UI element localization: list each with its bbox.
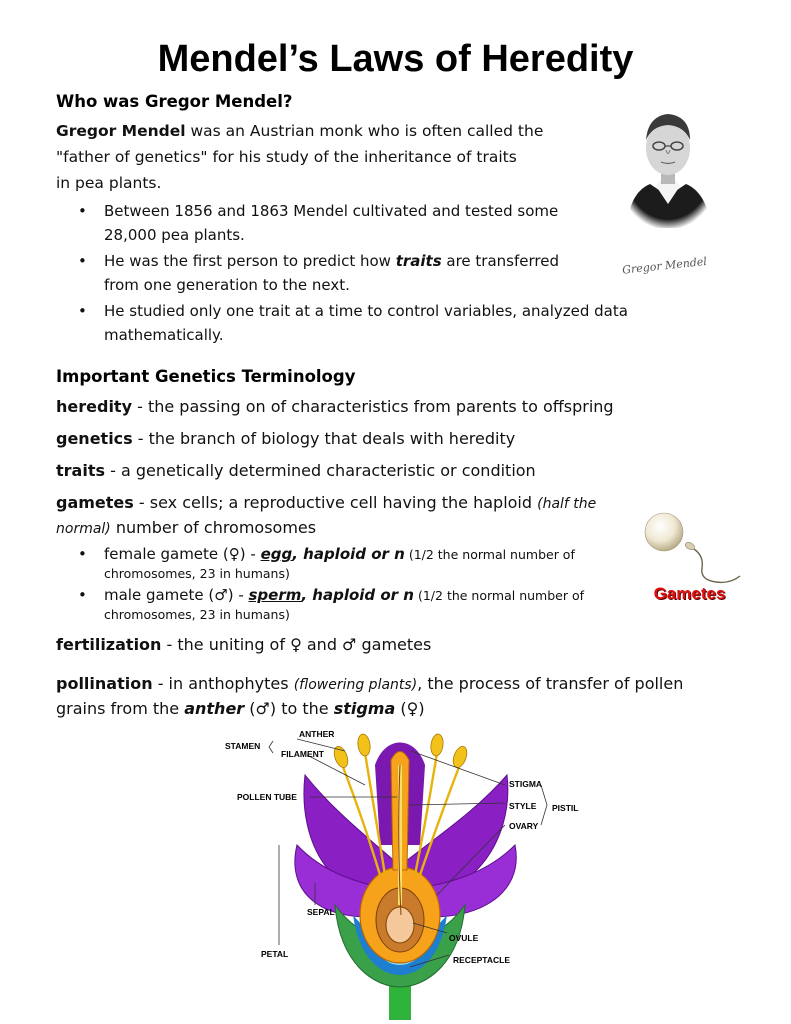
term-genetics [56,427,756,451]
bullet-text: from one generation to the next. [104,275,350,294]
list-item [56,545,616,583]
term-definition-italic: (half the [537,496,597,512]
gamete-list [56,545,616,627]
term-label: gametes [56,493,134,512]
list-item [56,300,676,347]
term-definition-rest: , the process of transfer of pollen [417,674,684,693]
ovule [386,907,414,943]
male-gamete-label: male gamete (♂) - [104,586,249,604]
label-anther: ANTHER [299,729,335,739]
label-style: STYLE [509,801,537,811]
label-stamen: STAMEN [225,741,261,751]
intro-paragraph [56,118,596,196]
label-stigma: STIGMA [509,779,543,789]
term-label: pollination [56,674,153,693]
intro-line2: "father of genetics" for his study of the inheritance of traits [56,148,517,166]
term-traits [56,459,756,483]
bullet-text-pre: He was the first person to predict how [104,252,396,270]
section-heading-mendel: Who was Gregor Mendel? [56,92,293,111]
anther [451,745,470,770]
term-definition: - the uniting of ♀ and ♂ gametes [161,635,432,654]
mendel-signature: Gregor Mendel [621,254,708,277]
term-gametes [56,491,636,541]
anther [430,733,445,756]
male-gamete-sperm: sperm [248,586,302,604]
mendel-bullet-list [56,200,676,350]
bullet-text: mathematically. [104,325,224,344]
bullet-text: • Between 1856 and 1863 Mendel cultivated and tested some [104,202,559,220]
female-gamete-egg: egg [260,545,293,563]
female-gamete-note2: chromosomes, 23 in humans) [104,566,290,581]
term-definition: - in anthophytes [152,674,294,693]
list-item [56,250,676,297]
male-gamete-note: (1/2 the normal number of [414,588,585,603]
pollination-anther: anther [184,699,245,718]
list-item [56,586,616,624]
term-label: genetics [56,429,133,448]
pollination-line2-mid: (♂) to the [244,699,334,718]
term-pollination [56,672,776,721]
term-definition-italic2: normal) [56,521,111,537]
term-fertilization [56,633,756,657]
mendel-portrait [618,100,718,230]
intro-name: Gregor Mendel [56,122,186,140]
page-title: Mendel’s Laws of Heredity [157,38,634,80]
term-label: heredity [56,397,132,416]
anther [357,733,372,756]
term-heredity [56,395,756,419]
female-gamete-note: (1/2 the normal number of [404,547,575,562]
bullet-emphasis: traits [395,252,442,270]
label-petal: PETAL [261,949,289,959]
term-label: fertilization [56,635,162,654]
pollination-line2-pre: grains from the [56,699,185,718]
male-gamete-note2: chromosomes, 23 in humans) [104,607,290,622]
female-gamete-haploid: , haploid or n [292,545,405,563]
label-sepal: SEPAL [307,907,335,917]
term-definition-italic: (flowering plants) [293,677,418,693]
term-definition: - the passing on of characteristics from parents to offspring [132,397,614,416]
male-gamete-haploid: , haploid or n [301,586,414,604]
term-definition: - the branch of biology that deals with heredity [132,429,516,448]
label-ovule: OVULE [449,933,479,943]
gametes-image-label: Gametes [653,584,726,603]
intro-line1: was an Austrian monk who is often called the [185,122,544,140]
label-receptacle: RECEPTACLE [453,955,510,965]
gametes-image [632,508,750,590]
term-definition-line2: number of chromosomes [110,518,317,537]
bullet-text: 28,000 pea plants. [104,225,245,244]
section-heading-terminology: Important Genetics Terminology [56,367,356,386]
term-definition: - a genetically determined characteristic or condition [105,461,536,480]
bullet-text [104,250,676,274]
pollination-stigma: stigma [333,699,396,718]
label-ovary: OVARY [509,821,539,831]
pollination-line2-end: (♀) [395,699,425,718]
label-filament: FILAMENT [281,749,324,759]
flower-diagram [215,725,605,1020]
list-item [56,200,676,247]
label-pistil: PISTIL [552,803,579,813]
intro-line3: in pea plants. [56,174,162,192]
bullet-text: • He studied only one trait at a time to control variables, analyzed data [104,302,628,320]
female-gamete-label: female gamete (♀) - [104,545,261,563]
term-definition: - sex cells; a reproductive cell having the haploid [133,493,538,512]
bullet-text-post: are transferred [441,252,559,270]
term-label: traits [56,461,105,480]
label-pollen-tube: POLLEN TUBE [237,792,297,802]
